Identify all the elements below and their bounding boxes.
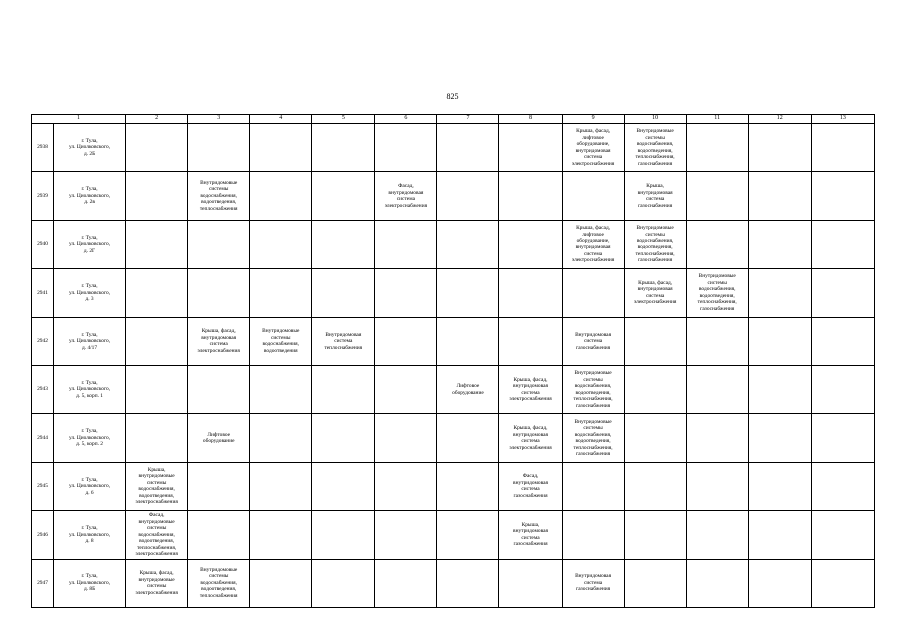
row-number: 2942 [32,317,54,365]
table-row [32,414,875,462]
row-number: 2945 [32,462,54,510]
table-cell [375,559,437,607]
table-cell [188,124,250,172]
table-body [32,124,875,608]
row-address: г. Тула, ул. Циолковского, д. 8 [54,511,126,559]
table-cell [250,365,312,413]
column-header-1: 1 [32,115,126,124]
row-number: 2939 [32,172,54,220]
column-header-13: 13 [811,115,874,124]
table-cell [562,172,624,220]
column-header-4: 4 [250,115,312,124]
table-cell [312,124,375,172]
table-header [32,115,875,124]
table-row [32,269,875,317]
table-cell [686,124,748,172]
column-header-3: 3 [188,115,250,124]
table-cell: Лифтовое оборудование [188,414,250,462]
table-cell [126,269,188,317]
table-cell [811,462,874,510]
table-cell [748,365,811,413]
table-cell: Крыша, фасад, внутридомовая система электроснабжения [499,365,562,413]
table-cell: Крыша, фасад, внутридомовая система электроснабжения [499,414,562,462]
table-cell [375,269,437,317]
table-cell [811,414,874,462]
table-cell [811,511,874,559]
table-cell: Внутридомовые системы водоснабжения, водоотведения, теплоснабжения, газоснабжения [624,124,686,172]
table-cell [250,462,312,510]
page-number: 825 [446,92,459,101]
table-cell [312,511,375,559]
table-cell [748,172,811,220]
table-cell [811,172,874,220]
table-cell [437,124,499,172]
table-cell [126,172,188,220]
table-cell [126,365,188,413]
table-cell [624,511,686,559]
table-cell [437,511,499,559]
table-cell [312,414,375,462]
table-cell [437,172,499,220]
table-cell [375,511,437,559]
table-cell: Лифтовое оборудование [437,365,499,413]
table-cell [499,269,562,317]
table-cell: Внутридомовые системы водоснабжения, водоотведения, теплоснабжения, газоснабжения [686,269,748,317]
table-row [32,317,875,365]
data-table [31,114,875,608]
table-cell [624,462,686,510]
table-cell [437,462,499,510]
column-header-8: 8 [499,115,562,124]
table-cell: Внутридомовая система газоснабжения [562,317,624,365]
table-cell [624,317,686,365]
table-cell [250,559,312,607]
table-cell: Фасад, внутридомовая система электроснабжения [375,172,437,220]
table-cell [811,559,874,607]
table-cell: Фасад, внутридомовые системы водоснабжения, водоотведения, теплоснабжения, электроснабжения [126,511,188,559]
row-address: г. Тула, ул. Циолковского, д. 5, корп. 1 [54,365,126,413]
table-cell: Внутридомовая система газоснабжения [562,559,624,607]
table-cell [126,124,188,172]
column-header-2: 2 [126,115,188,124]
table-cell [250,414,312,462]
table-cell [686,559,748,607]
table-cell [748,269,811,317]
table-cell [250,172,312,220]
table-cell: Фасад, внутридомовая система газоснабжения [499,462,562,510]
table-cell [811,269,874,317]
table-cell [562,511,624,559]
table-cell [188,462,250,510]
table-cell [250,124,312,172]
row-address: г. Тула, ул. Циолковского, д. 4/17 [54,317,126,365]
table-cell [312,365,375,413]
table-cell [686,220,748,268]
table-cell [499,220,562,268]
table-cell [312,172,375,220]
row-address: г. Тула, ул. Циолковского, д. 3 [54,269,126,317]
table-cell: Крыша, фасад, внутридомовые системы электроснабжения [126,559,188,607]
table-row [32,220,875,268]
table-cell [188,269,250,317]
table-cell [499,124,562,172]
table-cell: Внутридомовая система теплоснабжения [312,317,375,365]
table-row [32,559,875,607]
row-number: 2941 [32,269,54,317]
table-cell [312,269,375,317]
table-cell: Крыша, фасад, внутридомовая система электроснабжения [188,317,250,365]
row-number: 2947 [32,559,54,607]
table-cell [437,559,499,607]
table-cell [499,559,562,607]
table-cell [624,365,686,413]
table-cell [312,462,375,510]
table-cell [312,559,375,607]
table-cell [250,511,312,559]
table-cell [562,269,624,317]
table-row [32,124,875,172]
table-cell: Крыша, внутридомовая система газоснабжения [499,511,562,559]
table-cell: Крыша, внутридомовая система газоснабжения [624,172,686,220]
row-address: г. Тула, ул. Циолковского, д. 2в [54,172,126,220]
table-row [32,365,875,413]
table-cell [188,220,250,268]
row-number: 2944 [32,414,54,462]
table-cell [686,365,748,413]
table-cell [437,220,499,268]
table-cell [126,414,188,462]
table-cell [188,365,250,413]
table-cell: Крыша, внутридомовые системы водоснабжения, водоотведения, электроснабжения [126,462,188,510]
table-cell: Внутридомовые системы водоснабжения, водоотведения, теплоснабжения, газоснабжения [562,365,624,413]
table-cell [437,269,499,317]
table-row [32,511,875,559]
table-cell [188,511,250,559]
table-cell [686,414,748,462]
header-row [32,115,875,124]
row-number: 2938 [32,124,54,172]
table-cell [126,220,188,268]
table-cell [312,220,375,268]
table-cell [250,269,312,317]
table-cell [375,124,437,172]
table-cell [811,220,874,268]
table-cell [499,172,562,220]
table-cell [686,462,748,510]
table-cell [375,317,437,365]
table-cell: Крыша, фасад, внутридомовая система электроснабжения [624,269,686,317]
column-header-10: 10 [624,115,686,124]
row-address: г. Тула, ул. Циолковского, д. 2Г [54,220,126,268]
table-cell: Крыша, фасад, лифтовое оборудование, внутридомовая система электроснабжения [562,220,624,268]
table-cell [499,317,562,365]
table-cell [811,365,874,413]
table-row [32,462,875,510]
table-cell [375,462,437,510]
table-cell [624,414,686,462]
table-cell: Внутридомовые системы водоснабжения, водоотведения, теплоснабжения [188,172,250,220]
row-address: г. Тула, ул. Циолковского, д. 6 [54,462,126,510]
table-cell [562,462,624,510]
row-number: 2940 [32,220,54,268]
table-cell: Внутридомовые системы водоснабжения, водоотведения, теплоснабжения, газоснабжения [562,414,624,462]
table-cell: Крыша, фасад, лифтовое оборудование, внутридомовая система электроснабжения [562,124,624,172]
table-row [32,172,875,220]
table-cell [748,124,811,172]
table-cell [811,317,874,365]
column-header-7: 7 [437,115,499,124]
table-cell [811,124,874,172]
table-cell: Внутридомовые системы водоснабжения, водоотведения, теплоснабжения, газоснабжения [624,220,686,268]
table-cell: Внутридомовые системы водоснабжения, водоотведения, теплоснабжения [188,559,250,607]
table-cell: Внутридомовые системы водоснабжения, водоотведения [250,317,312,365]
column-header-6: 6 [375,115,437,124]
row-address: г. Тула, ул. Циолковского, д. 2Б [54,124,126,172]
table-cell [748,511,811,559]
table-cell [375,365,437,413]
table-cell [250,220,312,268]
table-cell [748,220,811,268]
row-number: 2943 [32,365,54,413]
table-cell [748,414,811,462]
table-cell [686,172,748,220]
table-cell [375,220,437,268]
table-cell [375,414,437,462]
column-header-11: 11 [686,115,748,124]
table-cell [437,414,499,462]
table-cell [748,317,811,365]
table-cell [126,317,188,365]
table-cell [624,559,686,607]
row-number: 2946 [32,511,54,559]
row-address: г. Тула, ул. Циолковского, д. 5, корп. 2 [54,414,126,462]
column-header-5: 5 [312,115,375,124]
row-address: г. Тула, ул. Циолковского, д. 8Б [54,559,126,607]
table-cell [686,317,748,365]
table-cell [686,511,748,559]
column-header-9: 9 [562,115,624,124]
column-header-12: 12 [748,115,811,124]
table-cell [748,462,811,510]
table-cell [437,317,499,365]
table-cell [748,559,811,607]
